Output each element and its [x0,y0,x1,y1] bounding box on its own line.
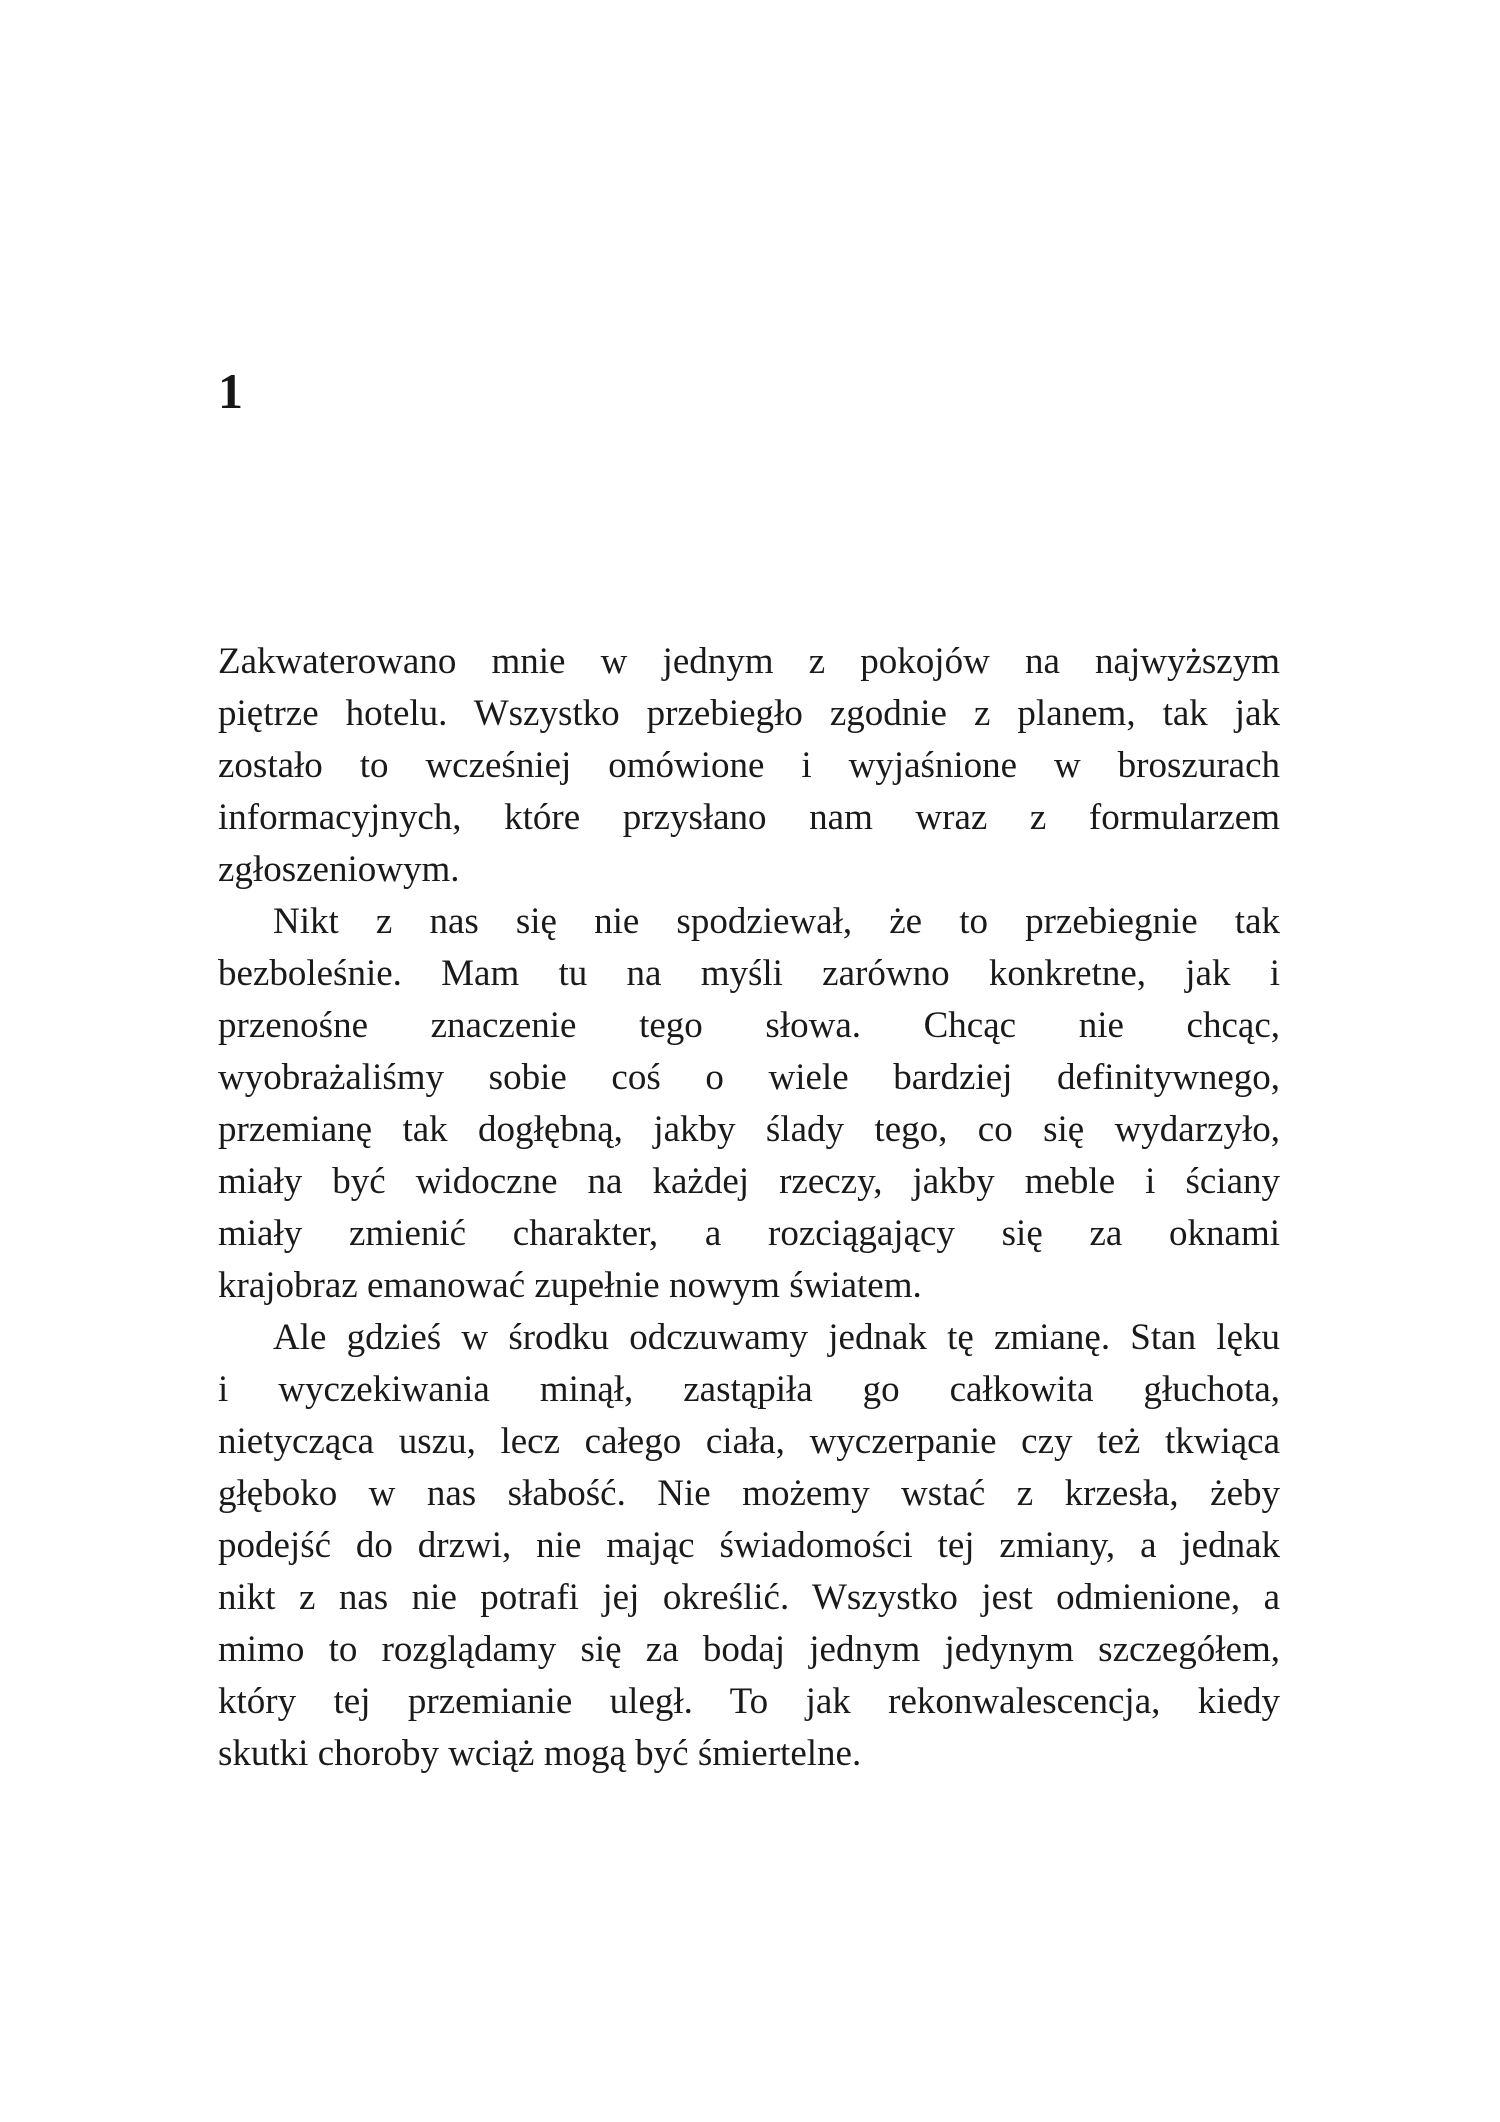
text-line: piętrze hotelu. Wszystko przebiegło zgodnie z planem, tak jak [218,693,1280,734]
text-line: nietycząca uszu, lecz całego ciała, wyczerpanie czy też tkwiąca [218,1421,1280,1462]
text-line: krajobraz emanować zupełnie nowym światem. [218,1265,922,1306]
text-line: wyobrażaliśmy sobie coś o wiele bardziej definitywnego, [218,1057,1280,1098]
text-line: głęboko w nas słabość. Nie możemy wstać z krzesła, żeby [218,1473,1280,1514]
text-line: który tej przemianie uległ. To jak rekonwalescencja, kiedy [218,1681,1280,1722]
text-line: i wyczekiwania minął, zastąpiła go całkowita głuchota, [218,1369,1280,1410]
text-line: skutki choroby wciąż mogą być śmiertelne. [218,1733,862,1774]
paragraph [218,636,1280,896]
chapter-number: 1 [218,363,243,419]
text-line: zgłoszeniowym. [218,849,460,890]
text-line: Zakwaterowano mnie w jednym z pokojów na najwyższym [218,641,1280,682]
text-line: informacyjnych, które przysłano nam wraz z formularzem [218,797,1280,838]
text-line: mimo to rozglądamy się za bodaj jednym jedynym szczegółem, [218,1629,1280,1670]
text-line: bezboleśnie. Mam tu na myśli zarówno konkretne, jak i [218,953,1280,994]
text-line: miały zmienić charakter, a rozciągający się za oknami [218,1213,1280,1254]
text-line: przemianę tak dogłębną, jakby ślady tego, co się wydarzyło, [218,1109,1280,1150]
paragraph [218,896,1280,1312]
text-line: podejść do drzwi, nie mając świadomości tej zmiany, a jednak [218,1525,1280,1566]
paragraph [218,1312,1280,1780]
text-line: przenośne znaczenie tego słowa. Chcąc nie chcąc, [218,1005,1280,1046]
text-line: miały być widoczne na każdej rzeczy, jakby meble i ściany [218,1161,1280,1202]
text-line: Ale gdzieś w środku odczuwamy jednak tę zmianę. Stan lęku [273,1317,1280,1358]
text-line: nikt z nas nie potrafi jej określić. Wszystko jest odmienione, a [218,1577,1280,1618]
text-line: zostało to wcześniej omówione i wyjaśnione w broszurach [218,745,1280,786]
body-text [218,636,1280,1780]
text-line: Nikt z nas się nie spodziewał, że to przebiegnie tak [273,901,1280,942]
